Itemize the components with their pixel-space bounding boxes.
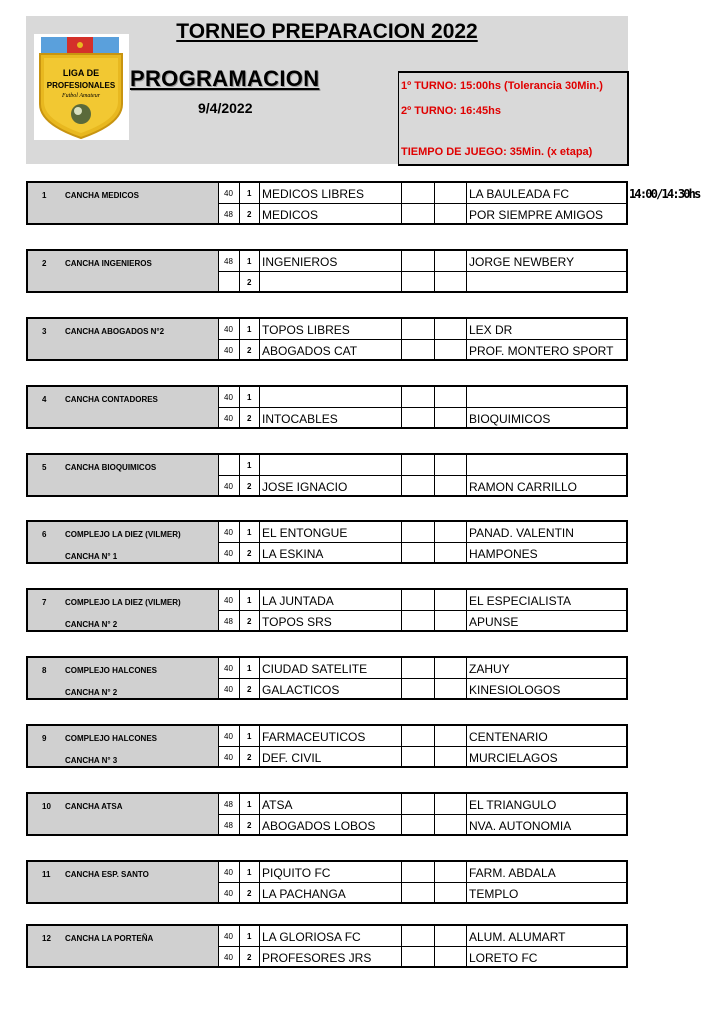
side-time-note: 14:00/14:30hs	[629, 187, 700, 201]
row-divider	[218, 407, 628, 408]
field-name: CANCHA MEDICOS	[65, 191, 139, 200]
field-block	[26, 181, 628, 225]
away-team-cell: MURCIELAGOS	[469, 751, 558, 765]
home-team-cell: PROFESORES JRS	[262, 951, 372, 965]
turno-1-text: 1º TURNO: 15:00hs (Tolerancia 30Min.)	[401, 80, 603, 92]
home-team-cell: ABOGADOS LOBOS	[262, 819, 376, 833]
turn-cell: 2	[247, 889, 252, 898]
home-team-cell: MEDICOS LIBRES	[262, 187, 365, 201]
turn-cell: 1	[247, 800, 252, 809]
category-cell: 40	[224, 596, 233, 605]
home-team-cell: INTOCABLES	[262, 412, 338, 426]
away-team-cell: POR SIEMPRE AMIGOS	[469, 208, 604, 222]
field-number: 4	[42, 395, 47, 404]
field-block	[26, 453, 628, 497]
category-cell: 48	[224, 821, 233, 830]
field-name: COMPLEJO HALCONES	[65, 666, 158, 675]
field-block	[26, 792, 628, 836]
subtitle-programacion: PROGRAMACION	[130, 66, 320, 91]
field-number: 10	[42, 802, 51, 811]
field-name: CANCHA INGENIEROS	[65, 259, 152, 268]
field-number: 1	[42, 191, 47, 200]
field-name: COMPLEJO LA DIEZ (VILMER)	[65, 598, 181, 607]
category-cell: 40	[224, 189, 233, 198]
home-team-cell: LA ESKINA	[262, 547, 324, 561]
home-team-cell: EL ENTONGUE	[262, 526, 348, 540]
field-subname: CANCHA N° 2	[65, 688, 118, 697]
field-name: COMPLEJO LA DIEZ (VILMER)	[65, 530, 181, 539]
away-team-cell: FARM. ABDALA	[469, 866, 556, 880]
svg-text:PROFESIONALES: PROFESIONALES	[46, 81, 116, 90]
field-cell	[28, 251, 218, 291]
field-name: CANCHA BIOQUIMICOS	[65, 463, 157, 472]
turn-cell: 1	[247, 596, 252, 605]
field-cell	[28, 794, 218, 834]
field-cell	[28, 726, 218, 766]
field-subname: CANCHA N° 2	[65, 620, 118, 629]
turn-cell: 1	[247, 461, 252, 470]
turn-cell: 1	[247, 664, 252, 673]
field-block	[26, 520, 628, 564]
field-block	[26, 317, 628, 361]
home-team-cell: LA JUNTADA	[262, 594, 334, 608]
home-team-cell: PIQUITO FC	[262, 866, 331, 880]
away-team-cell: LA BAULEADA FC	[469, 187, 570, 201]
field-number: 5	[42, 463, 47, 472]
row-divider	[218, 542, 628, 543]
away-team-cell: LEX DR	[469, 323, 513, 337]
row-divider	[218, 610, 628, 611]
field-number: 6	[42, 530, 47, 539]
turn-cell: 2	[247, 821, 252, 830]
turn-cell: 1	[247, 189, 252, 198]
category-cell: 48	[224, 800, 233, 809]
field-name: CANCHA ESP. SANTO	[65, 870, 149, 879]
schedule-date: 9/4/2022	[198, 100, 253, 116]
field-cell	[28, 658, 218, 698]
turn-cell: 2	[247, 414, 252, 423]
home-team-cell: JOSE IGNACIO	[262, 480, 348, 494]
category-cell: 40	[224, 414, 233, 423]
turn-cell: 1	[247, 932, 252, 941]
turn-cell: 2	[247, 549, 252, 558]
turn-cell: 1	[247, 257, 252, 266]
field-cell	[28, 590, 218, 630]
category-cell: 48	[224, 617, 233, 626]
svg-text:LIGA DE: LIGA DE	[62, 68, 100, 78]
field-cell	[28, 319, 218, 359]
away-team-cell: EL ESPECIALISTA	[469, 594, 572, 608]
field-number: 11	[42, 870, 51, 879]
field-number: 3	[42, 327, 47, 336]
field-number: 7	[42, 598, 47, 607]
turn-info-box	[398, 71, 629, 166]
home-team-cell: FARMACEUTICOS	[262, 730, 366, 744]
turn-cell: 2	[247, 753, 252, 762]
category-cell: 48	[224, 210, 233, 219]
category-cell: 40	[224, 664, 233, 673]
row-divider	[218, 475, 628, 476]
home-team-cell: ATSA	[262, 798, 293, 812]
turn-cell: 2	[247, 617, 252, 626]
row-divider	[218, 203, 628, 204]
row-divider	[218, 814, 628, 815]
page-title: TORNEO PREPARACION 2022	[176, 20, 478, 43]
field-block	[26, 656, 628, 700]
field-subname: CANCHA N° 3	[65, 756, 118, 765]
away-team-cell: EL TRIANGULO	[469, 798, 557, 812]
row-divider	[218, 946, 628, 947]
category-cell: 40	[224, 549, 233, 558]
away-team-cell: ALUM. ALUMART	[469, 930, 566, 944]
away-team-cell: ZAHUY	[469, 662, 510, 676]
home-team-cell: LA GLORIOSA FC	[262, 930, 361, 944]
field-block	[26, 860, 628, 904]
turn-cell: 1	[247, 393, 252, 402]
category-cell: 40	[224, 325, 233, 334]
away-team-cell: APUNSE	[469, 615, 519, 629]
home-team-cell: GALACTICOS	[262, 683, 340, 697]
league-logo	[34, 34, 129, 140]
away-team-cell: KINESIOLOGOS	[469, 683, 561, 697]
category-cell: 40	[224, 868, 233, 877]
away-team-cell: TEMPLO	[469, 887, 519, 901]
turno-2-text: 2º TURNO: 16:45hs	[401, 105, 501, 117]
row-divider	[218, 678, 628, 679]
field-name: CANCHA CONTADORES	[65, 395, 158, 404]
away-team-cell: CENTENARIO	[469, 730, 548, 744]
away-team-cell: PANAD. VALENTIN	[469, 526, 574, 540]
turn-cell: 1	[247, 528, 252, 537]
field-block	[26, 724, 628, 768]
away-team-cell: LORETO FC	[469, 951, 538, 965]
field-block	[26, 249, 628, 293]
home-team-cell: DEF. CIVIL	[262, 751, 322, 765]
category-cell: 40	[224, 482, 233, 491]
field-subname: CANCHA N° 1	[65, 552, 118, 561]
field-block	[26, 588, 628, 632]
field-name: CANCHA LA PORTEÑA	[65, 934, 154, 943]
home-team-cell: TOPOS LIBRES	[262, 323, 350, 337]
home-team-cell: CIUDAD SATELITE	[262, 662, 368, 676]
category-cell: 40	[224, 528, 233, 537]
home-team-cell: INGENIEROS	[262, 255, 338, 269]
turn-cell: 2	[247, 278, 252, 287]
turn-cell: 2	[247, 210, 252, 219]
field-cell	[28, 926, 218, 966]
category-cell: 48	[224, 257, 233, 266]
home-team-cell: MEDICOS	[262, 208, 319, 222]
category-cell: 40	[224, 753, 233, 762]
field-cell	[28, 455, 218, 495]
field-cell	[28, 522, 218, 562]
svg-text:Futbol Amateur: Futbol Amateur	[61, 93, 101, 99]
away-team-cell: JORGE NEWBERY	[469, 255, 575, 269]
category-cell: 40	[224, 346, 233, 355]
away-team-cell: PROF. MONTERO SPORT	[469, 344, 614, 358]
row-divider	[218, 746, 628, 747]
category-cell: 40	[224, 685, 233, 694]
category-cell: 40	[224, 889, 233, 898]
field-block	[26, 924, 628, 968]
category-cell: 40	[224, 393, 233, 402]
header-panel	[26, 16, 628, 164]
category-cell: 40	[224, 953, 233, 962]
turn-cell: 2	[247, 346, 252, 355]
turn-cell: 1	[247, 732, 252, 741]
home-team-cell: LA PACHANGA	[262, 887, 346, 901]
away-team-cell: HAMPONES	[469, 547, 538, 561]
row-divider	[218, 271, 628, 272]
field-number: 8	[42, 666, 47, 675]
category-cell: 40	[224, 932, 233, 941]
shield-logo-image	[34, 34, 129, 140]
turn-cell: 1	[247, 868, 252, 877]
field-number: 12	[42, 934, 51, 943]
field-block	[26, 385, 628, 429]
home-team-cell: ABOGADOS CAT	[262, 344, 358, 358]
row-divider	[218, 882, 628, 883]
field-cell	[28, 387, 218, 427]
field-number: 2	[42, 259, 47, 268]
field-number: 9	[42, 734, 47, 743]
turn-cell: 2	[247, 685, 252, 694]
turn-cell: 2	[247, 482, 252, 491]
category-cell: 40	[224, 732, 233, 741]
away-team-cell: NVA. AUTONOMIA	[469, 819, 572, 833]
game-time-text: TIEMPO DE JUEGO: 35Min. (x etapa)	[401, 146, 593, 158]
away-team-cell: BIOQUIMICOS	[469, 412, 551, 426]
field-name: CANCHA ABOGADOS N°2	[65, 327, 165, 336]
field-cell	[28, 183, 218, 223]
field-name: CANCHA ATSA	[65, 802, 123, 811]
away-team-cell: RAMON CARRILLO	[469, 480, 578, 494]
field-name: COMPLEJO HALCONES	[65, 734, 158, 743]
field-cell	[28, 862, 218, 902]
turn-cell: 2	[247, 953, 252, 962]
turn-cell: 1	[247, 325, 252, 334]
home-team-cell: TOPOS SRS	[262, 615, 332, 629]
row-divider	[218, 339, 628, 340]
